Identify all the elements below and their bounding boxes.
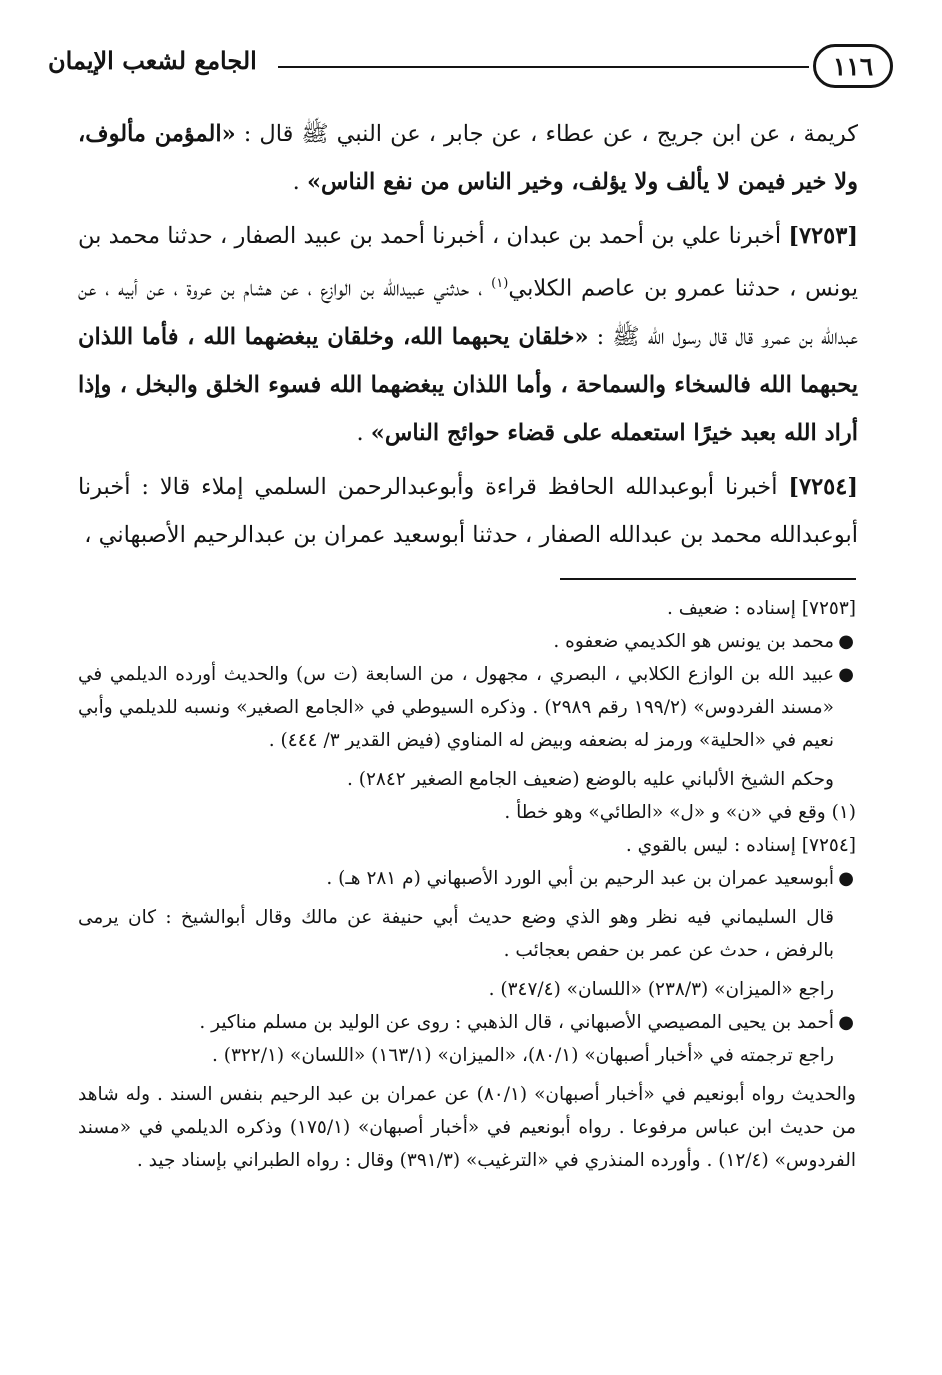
text: أخبرنا أبوعبدالله الحافظ قراءة وأبوعبدالرحمن السلمي إملاء قالا : أخبرنا أبوعبدالله محمد بن عبدالله الصفار ، حدثنا أبوسعيد عمران بن عبدالرحيم الأصبهاني ، [78,473,858,548]
footnote-head-7254: [٧٢٥٤] إسناده : ليس بالقوي . [625,835,856,856]
text: كريمة ، عن ابن جريج ، عن عطاء ، عن جابر ، عن النبي ﷺ قال : [235,121,858,147]
footnote-1: (١) وقع في «ن» و «ل» «الطائي» وهو خطأ . [504,802,856,823]
paragraph-1 [78,110,858,206]
text: أحمد بن يحيى المصيصي الأصبهاني ، قال الذهبي : روى عن الوليد بن مسلم مناكير . [199,1012,834,1033]
bullet-icon: ● [838,868,854,889]
footnote-text: راجع «الميزان» (٢٣٨/٣) «اللسان» (٣٤٧/٤) . [488,979,834,1000]
paragraph-7254 [78,463,858,559]
bullet-icon: ● [838,631,854,652]
text: أبوسعيد عمران بن عبد الرحيم بن أبي الورد الأصبهاني (م ٢٨١ هـ) . [326,868,834,889]
paragraph-7253 [78,212,858,457]
text: . [356,419,371,446]
footnote-bullet [78,862,856,895]
bullet-icon: ● [838,664,854,685]
hadith-text: «خلقان يحبهما الله، وخلقان يبغضهما الله ، فأما اللذان يحبهما الله فالسخاء والسماحة ، وأما اللذان يبغضهما الله فسوء الخلق والبخل ، وإذا أراد الله بعبد خيرًا استعمله على قضاء حوائج الناس» [78,323,858,446]
text: أخبرنا علي بن أحمد بن عبدان ، أخبرنا أحمد بن عبيد الصفار ، حدثنا محمد بن يونس ، حدثنا عمرو بن عاصم الكلابي [78,223,858,302]
hadith-number: [٧٢٥٤] [788,473,858,500]
page-header [48,38,893,94]
header-rule [278,66,809,68]
footnotes [78,592,856,1177]
text: عبيد الله بن الوازع الكلابي ، البصري ، مجهول ، من السابعة (ت س) والحديث أورده الديلمي في «مسند الفردوس» (١٩٩/٢ رقم ٢٩٨٩) . وذكره السيوطي في «الجامع الصغير» ونسبه للديلمي وأبي نعيم في «الحلية» ورمز له بضعفه وبيض له المناوي (فيض القدير ٣/ ٤٤٤) . [78,664,834,751]
text: محمد بن يونس هو الكديمي ضعفوه . [553,631,834,652]
footnote-ref: (١) [491,276,509,291]
footnote-text: راجع ترجمته في «أخبار أصبهان» (٨٠/١)، «الميزان» (١٦٣/١) «اللسان» (٣٢٢/١) . [211,1045,834,1066]
footnote-text: والحديث رواه أبونعيم في «أخبار أصبهان» (٨٠/١) عن عمران بن عبد الرحيم بنفس السند . وله شاهد من حديث ابن عباس مرفوعا . رواه أبونعيم في «أخبار أصبهان» (١٧٥/١) وذكره الديلمي في «مسند الفردوس» (١٢/٤) . وأورده المنذري في «الترغيب» (٣٩١/٣) وقال : رواه الطبراني بإسناد جيد . [78,1084,856,1171]
page-number: ١١٦ [813,44,893,88]
hadith-number: [٧٢٥٣] [788,223,858,249]
footnote-bullet [78,625,856,658]
hadith-text: «المؤمن مألوف، ولا خير فيمن لا يألف ولا يؤلف، وخير الناس من نفع الناس» [78,121,858,195]
footnote-head-7253: [٧٢٥٣] إسناده : ضعيف . [667,598,856,619]
footnote-divider [560,578,856,580]
main-text [78,110,858,565]
footnote-text: وحكم الشيخ الألباني عليه بالوضع (ضعيف الجامع الصغير ٢٨٤٢) . [346,769,834,790]
footnote-bullet [78,658,856,757]
text: ، حدثني عبيدالله بن الوازع ، عن هشام بن عروة ، عن أبيه ، عن عبدالله بن عمرو قال قال رسول الله ﷺ : [78,275,858,350]
bullet-icon: ● [838,1012,854,1033]
text: . [292,169,307,195]
footnote-text: قال السليماني فيه نظر وهو الذي وضع حديث أبي حنيفة عن مالك وقال أبوالشيخ : كان يرمى بالرفض ، حدث عن عمر بن حفص بعجائب . [78,907,834,961]
running-title: الجامع لشعب الإيمان [48,46,257,75]
footnote-bullet [78,1006,856,1039]
